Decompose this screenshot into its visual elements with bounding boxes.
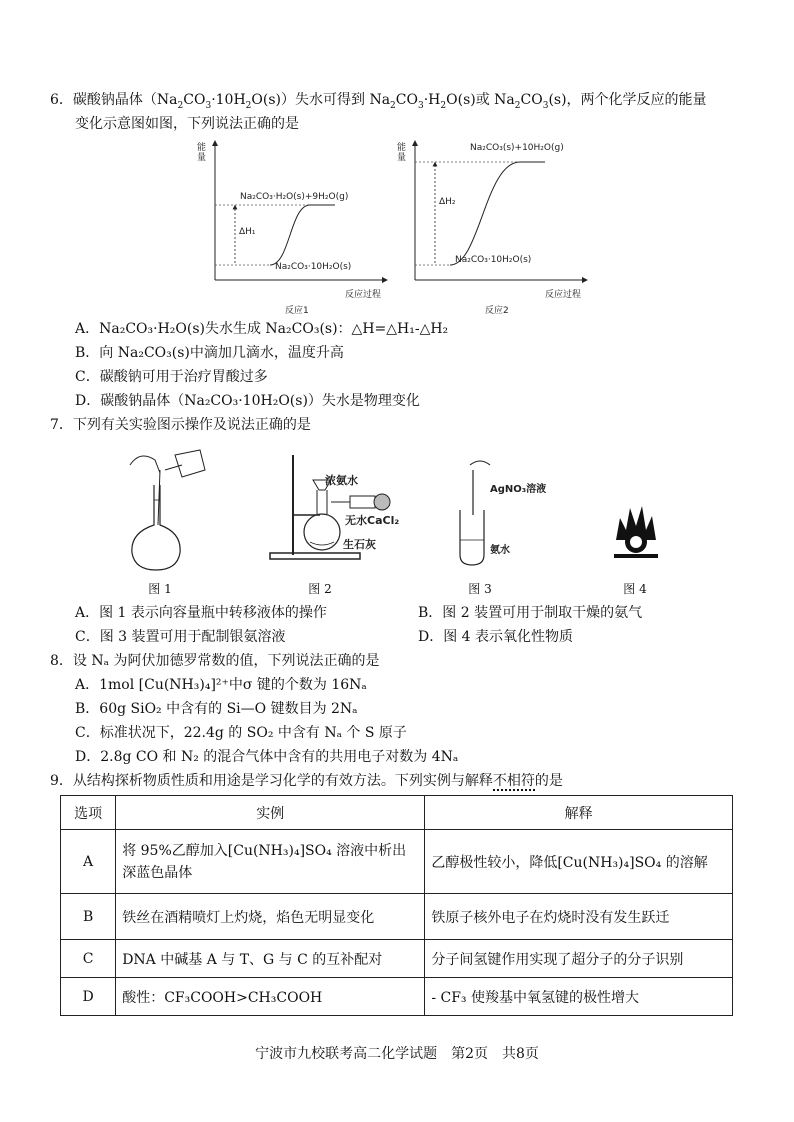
table-row bbox=[61, 830, 733, 894]
row-a-explanation: 乙醇极性较小，降低[Cu(NH₃)₄]SO₄ 的溶解 bbox=[425, 830, 733, 894]
drying-tube bbox=[350, 496, 375, 508]
beaker bbox=[175, 450, 205, 477]
flask bbox=[132, 485, 180, 570]
q6-option-d: D．碳酸钠晶体（Na₂CO₃·10H₂O(s)）失水是物理变化 bbox=[75, 393, 420, 409]
energy-diagram-1 bbox=[195, 135, 395, 320]
row-d-explanation: - CF₃ 使羧基中氧氢键的极性增大 bbox=[425, 978, 733, 1016]
q6-option-c: C．碳酸钠可用于治疗胃酸过多 bbox=[75, 369, 268, 385]
q9-stem-emphasis: 不相符 bbox=[492, 773, 535, 789]
figure-2-ammonia-apparatus bbox=[265, 450, 415, 570]
table-header-row bbox=[61, 796, 733, 830]
table-row bbox=[61, 940, 733, 978]
q8-option-d: D．2.8g CO 和 N₂ 的混合气体中含有的共用电子对数为 4Nₐ bbox=[75, 749, 459, 765]
chart1-bottom-label: Na₂CO₃·10H₂O(s) bbox=[275, 262, 352, 272]
chart2-dh-label: ΔH₂ bbox=[439, 197, 456, 207]
q6-option-b: B．向 Na₂CO₃(s)中滴加几滴水，温度升高 bbox=[75, 345, 344, 361]
fig2-label-ammonia: 浓氨水 bbox=[325, 474, 358, 487]
oxidizer-icon bbox=[612, 500, 660, 560]
q8-option-a: A．1mol [Cu(NH₃)₄]²⁺中σ 键的个数为 16Nₐ bbox=[75, 677, 367, 693]
energy-curve-1 bbox=[270, 205, 335, 265]
caption-figure-4: 图 4 bbox=[623, 582, 647, 596]
fig3-label-ammonia: 氨水 bbox=[490, 545, 510, 556]
row-c-example: DNA 中碱基 A 与 T、G 与 C 的互补配对 bbox=[116, 940, 425, 978]
q6-option-a: A．Na₂CO₃·H₂O(s)失水生成 Na₂CO₃(s)：△H=△H₁-△H₂ bbox=[75, 321, 449, 337]
figure-2-svg bbox=[265, 450, 415, 570]
chart1-ylabel: 能量 bbox=[197, 143, 207, 163]
q7-option-c: C．图 3 装置可用于配制银氨溶液 bbox=[75, 629, 286, 645]
caption-figure-2: 图 2 bbox=[308, 582, 332, 596]
figure-1-volumetric-flask bbox=[120, 445, 210, 575]
table-row bbox=[61, 978, 733, 1016]
q8-option-b: B．60g SiO₂ 中含有的 Si—O 键数目为 2Nₐ bbox=[75, 701, 358, 717]
hand bbox=[470, 461, 490, 465]
chart1-caption: 反应1 bbox=[285, 306, 309, 316]
row-b-example: 铁丝在酒精喷灯上灼烧，焰色无明显变化 bbox=[116, 894, 425, 940]
chart2-top-label: Na₂CO₃(s)+10H₂O(g) bbox=[470, 143, 564, 153]
q7-option-a: A．图 1 表示向容量瓶中转移液体的操作 bbox=[75, 605, 327, 621]
fig3-label-agno3: AgNO₃溶液 bbox=[490, 484, 547, 495]
chart2-xlabel: 反应过程 bbox=[545, 290, 582, 300]
stand-base bbox=[270, 553, 360, 559]
q6-stem-line1: 6．碳酸钠晶体$(Na_2CO_3\cdot 10H_2O(s))$失水可得到 $Na_2CO_3\cdot H_2O(s)$或 $Na_2CO_3(s)$，两个化学反应的能量 bbox=[50, 92, 707, 111]
row-b-option: B bbox=[61, 894, 116, 940]
caption-figure-1: 图 1 bbox=[148, 582, 172, 596]
fig2-label-cacl2: 无水CaCl₂ bbox=[345, 514, 400, 527]
q8-stem: 8．设 Nₐ 为阿伏加德罗常数的值，下列说法正确的是 bbox=[50, 653, 380, 669]
header-option: 选项 bbox=[61, 796, 116, 830]
row-c-explanation: 分子间氢键作用实现了超分子的分子识别 bbox=[425, 940, 733, 978]
chart1-top-label: Na₂CO₃·H₂O(s)+9H₂O(g) bbox=[240, 192, 349, 202]
left-hand bbox=[130, 456, 160, 473]
chart2-caption: 反应2 bbox=[485, 306, 509, 316]
q9-stem bbox=[50, 771, 563, 791]
header-example: 实例 bbox=[116, 796, 425, 830]
row-d-example: 酸性：CF₃COOH>CH₃COOH bbox=[116, 978, 425, 1016]
chart2-bottom-label: Na₂CO₃·10H₂O(s) bbox=[455, 255, 532, 265]
figure-1-svg bbox=[120, 445, 210, 575]
table-row bbox=[61, 894, 733, 940]
q7-stem: 7．下列有关实验图示操作及说法正确的是 bbox=[50, 417, 311, 433]
caption-figure-3: 图 3 bbox=[468, 582, 492, 596]
fig2-label-lime: 生石灰 bbox=[343, 538, 376, 551]
figure-3-svg bbox=[455, 455, 585, 570]
figure-3-test-tube bbox=[455, 455, 585, 570]
figure-4-oxidizer-icon bbox=[612, 500, 660, 560]
header-explanation: 解释 bbox=[425, 796, 733, 830]
row-d-option: D bbox=[61, 978, 116, 1016]
row-c-option: C bbox=[61, 940, 116, 978]
row-b-explanation: 铁原子核外电子在灼烧时没有发生跃迁 bbox=[425, 894, 733, 940]
q9-stem-after: 的是 bbox=[534, 773, 563, 789]
q9-table bbox=[60, 795, 733, 1016]
page-footer: 宁波市九校联考高二化学试题 第2页 共8页 bbox=[255, 1046, 539, 1062]
q9-stem-before: 9．从结构探析物质性质和用途是学习化学的有效方法。下列实例与解释 bbox=[50, 773, 493, 789]
chart1-xlabel: 反应过程 bbox=[345, 290, 382, 300]
energy-curve-2 bbox=[450, 162, 545, 265]
q8-option-c: C．标准状况下，22.4g 的 SO₂ 中含有 Nₐ 个 S 原子 bbox=[75, 725, 407, 741]
energy-diagram-2 bbox=[395, 135, 595, 320]
q7-option-b: B．图 2 装置可用于制取干燥的氨气 bbox=[418, 605, 643, 621]
q7-option-d: D．图 4 表示氧化性物质 bbox=[418, 629, 574, 645]
test-tube bbox=[460, 510, 484, 565]
chart1-dh-label: ΔH₁ bbox=[239, 227, 256, 237]
row-a-example: 将 95%乙醇加入[Cu(NH₃)₄]SO₄ 溶液中析出深蓝色晶体 bbox=[116, 830, 425, 894]
chart2-ylabel: 能量 bbox=[397, 143, 407, 163]
q6-stem-line2: 变化示意图如图，下列说法正确的是 bbox=[75, 116, 299, 132]
row-a-option: A bbox=[61, 830, 116, 894]
